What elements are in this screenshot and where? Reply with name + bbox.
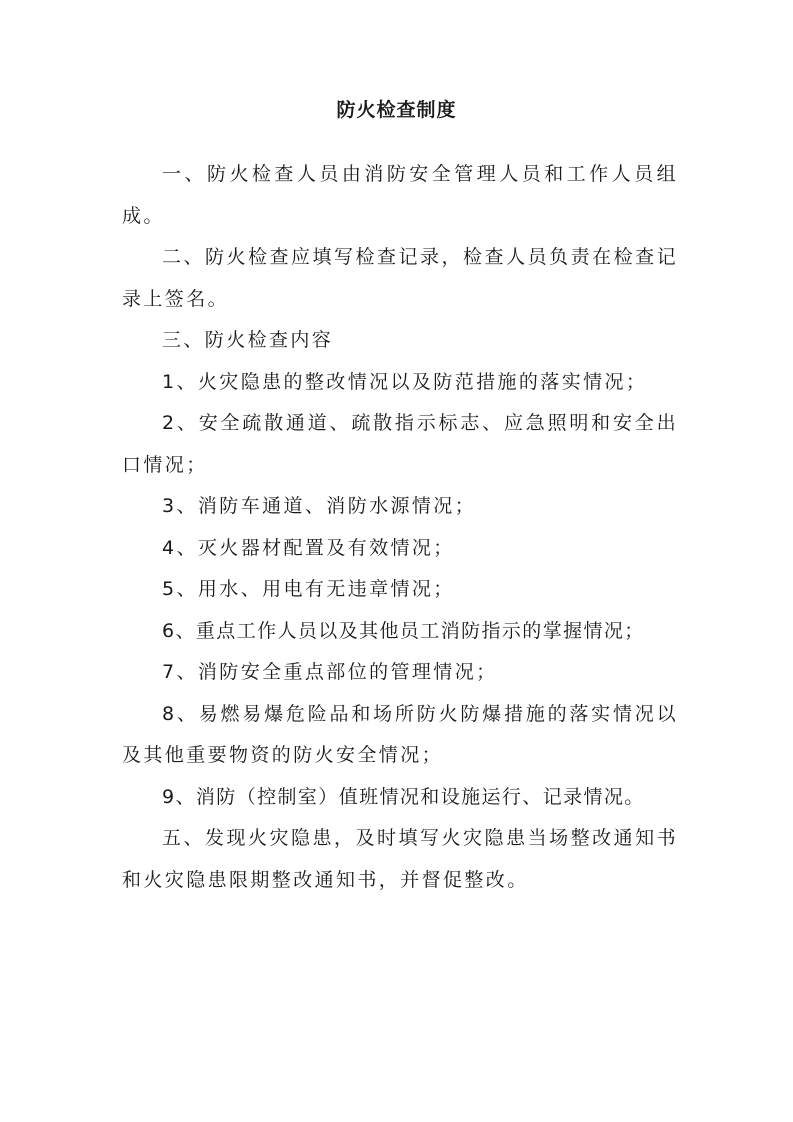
list-item-9: 9、消防（控制室）值班情况和设施运行、记录情况。	[162, 785, 645, 808]
list-item-7: 7、消防安全重点部位的管理情况；	[162, 661, 498, 683]
list-item-5: 5、用水、用电有无违章情况；	[162, 578, 455, 600]
paragraph-inspectors: 一、防火检查人员由消防安全管理人员和工作人员组成。	[122, 163, 678, 227]
paragraph-records: 二、防火检查应填写检查记录，检查人员负责在检查记录上签名。	[122, 246, 678, 310]
paragraph-hazard-notice: 五、发现火灾隐患，及时填写火灾隐患当场整改通知书和火灾隐患限期整改通知书，并督促整改。	[122, 827, 678, 891]
list-item-6: 6、重点工作人员以及其他员工消防指示的掌握情况；	[162, 619, 645, 642]
list-item-1: 1、火灾隐患的整改情况以及防范措施的落实情况；	[162, 370, 648, 393]
document-title: 防火检查制度	[336, 99, 457, 121]
list-item-4: 4、灭火器材配置及有效情况；	[162, 536, 455, 559]
paragraph-content-heading: 三、防火检查内容	[162, 329, 334, 351]
list-item-2: 2、安全疏散通道、疏散指示标志、应急照明和安全出口情况；	[122, 412, 678, 476]
list-item-8: 8、易燃易爆危险品和场所防火防爆措施的落实情况以及其他重要物资的防火安全情况；	[122, 702, 678, 766]
list-item-3: 3、消防车通道、消防水源情况；	[162, 495, 477, 517]
document-body	[122, 154, 678, 901]
